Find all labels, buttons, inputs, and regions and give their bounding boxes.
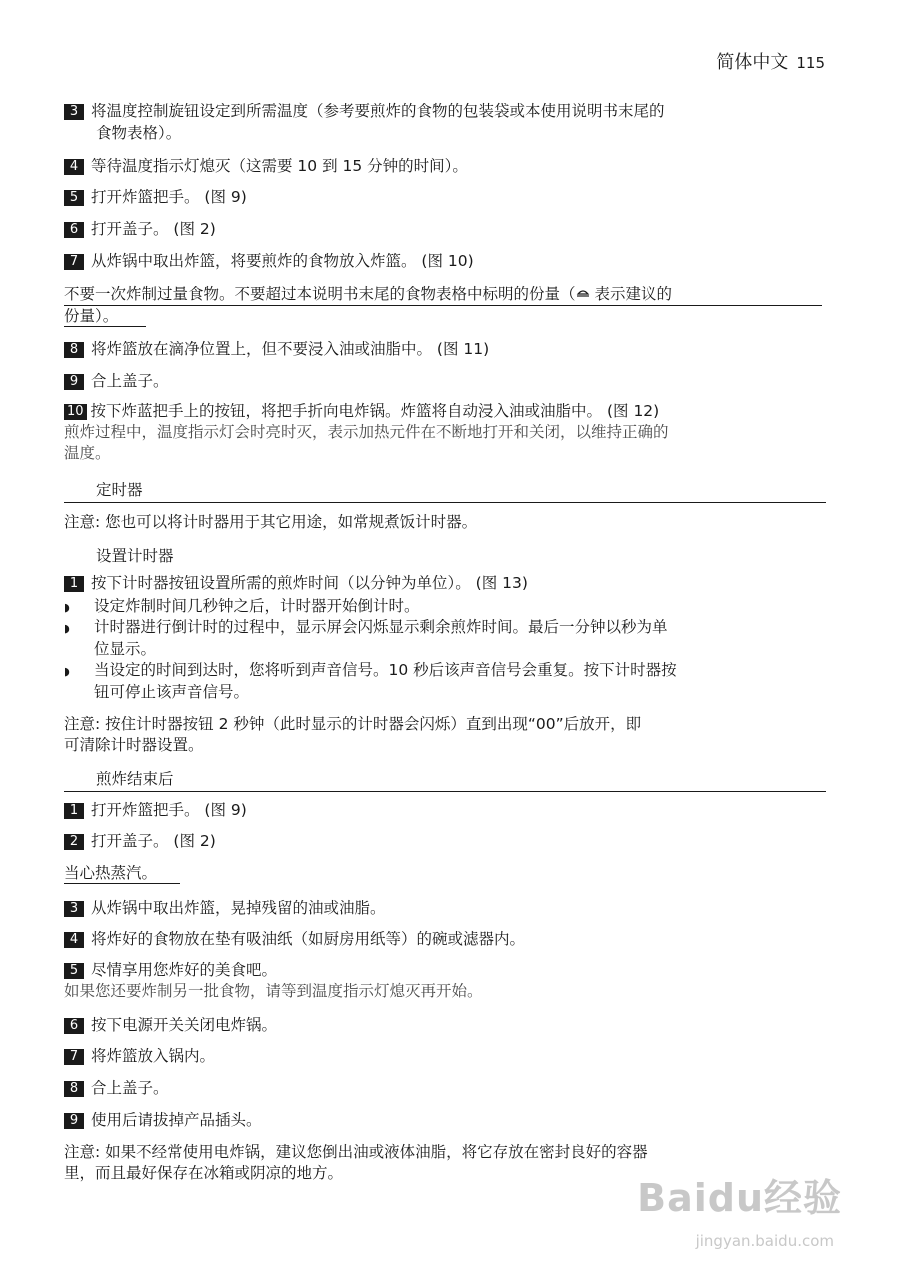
step-number: 10 — [64, 404, 87, 420]
step-text: 按下电源开关关闭电炸锅。 — [91, 1016, 278, 1034]
watermark-url: jingyan.baidu.com — [695, 1232, 834, 1250]
step-text-continued: 食物表格）。 — [96, 124, 182, 142]
step-number: 4 — [64, 159, 84, 175]
step-item — [64, 799, 822, 821]
step-item — [64, 338, 822, 360]
step-text: 将温度控制旋钮设定到所需温度（参考要煎炸的食物的包装袋或本使用说明书末尾的 — [91, 102, 665, 120]
bullet-text-continued: 钮可停止该声音信号。 — [94, 683, 250, 701]
step-text: 打开盖子。 (图 2) — [91, 832, 216, 850]
caution-line-1 — [64, 284, 822, 306]
note-text-continued: 可清除计时器设置。 — [64, 736, 204, 754]
step-item — [64, 830, 822, 852]
section-heading-timer: 定时器 — [96, 481, 143, 499]
page-header — [716, 48, 825, 74]
step-item — [64, 250, 822, 272]
step-text: 打开炸篮把手。 (图 9) — [91, 801, 247, 819]
sub-heading-set-timer: 设置计时器 — [96, 547, 174, 565]
timer-clear-note — [64, 714, 822, 756]
step-item — [64, 370, 822, 392]
step-number: 1 — [64, 576, 84, 592]
step-number: 7 — [64, 1049, 84, 1065]
step-item — [64, 1109, 822, 1131]
bullet-text: 设定炸制时间几秒钟之后，计时器开始倒计时。 — [94, 597, 420, 615]
header-language: 简体中文 — [716, 52, 789, 73]
caution-icon-label: 表示建议的 — [594, 285, 672, 303]
page-number: 115 — [796, 54, 825, 72]
step-item — [64, 573, 822, 593]
step-text: 按下计时器按钮设置所需的煎炸时间（以分钟为单位）。 (图 13) — [91, 574, 528, 592]
step-text: 等待温度指示灯熄灭（这需要 10 到 15 分钟的时间）。 — [91, 157, 468, 175]
step-text: 将炸篮放在滴净位置上，但不要浸入油或油脂中。 (图 11) — [91, 340, 490, 358]
step-number: 5 — [64, 963, 84, 979]
step-text: 打开盖子。 (图 2) — [91, 220, 216, 238]
bullet-icon: ◗ — [64, 665, 70, 678]
step-number: 3 — [64, 901, 84, 917]
note-text: 注意: 如果不经常使用电炸锅，建议您倒出油或液体油脂，将它存放在密封良好的容器 — [64, 1143, 648, 1161]
caution-text: 当心热蒸汽。 — [64, 864, 158, 882]
step-text: 使用后请拔掉产品插头。 — [91, 1111, 262, 1129]
step-number: 4 — [64, 932, 84, 948]
timer-note: 注意: 您也可以将计时器用于其它用途，如常规煮饭计时器。 — [64, 513, 478, 531]
bullet-text: 当设定的时间到达时，您将听到声音信号。10 秒后该声音信号会重复。按下计时器按 — [94, 661, 677, 679]
step-text: 打开炸篮把手。 (图 9) — [91, 188, 247, 206]
step-text: 尽情享用您炸好的美食吧。 — [91, 961, 278, 979]
section-heading-after-frying: 煎炸结束后 — [96, 770, 174, 788]
step-text: 从炸锅中取出炸篮，晃掉残留的油或油脂。 — [91, 899, 386, 917]
step-item — [64, 960, 822, 1002]
step-number: 3 — [64, 104, 84, 120]
bullet-icon: ◗ — [64, 601, 70, 614]
watermark-logo: Baidu经验 — [637, 1176, 842, 1220]
step-number: 8 — [64, 342, 84, 358]
step-description: 如果您还要炸制另一批食物，请等到温度指示灯熄灭再开始。 — [64, 982, 483, 1000]
step-number: 8 — [64, 1081, 84, 1097]
portion-icon — [576, 285, 590, 303]
bullet-text-continued: 位显示。 — [94, 640, 157, 658]
caution-hot-steam — [64, 863, 180, 884]
caution-text-continued: 份量）。 — [64, 307, 119, 325]
step-item — [64, 928, 822, 950]
step-number: 5 — [64, 190, 84, 206]
section-divider — [64, 502, 826, 503]
step-item — [64, 1077, 822, 1099]
step-number: 1 — [64, 803, 84, 819]
step-number: 2 — [64, 834, 84, 850]
step-text: 将炸好的食物放在垫有吸油纸（如厨房用纸等）的碗或滤器内。 — [91, 930, 526, 948]
step-text: 将炸篮放入锅内。 — [91, 1047, 216, 1065]
bullet-icon: ◗ — [64, 622, 70, 635]
bullet-text: 计时器进行倒计时的过程中，显示屏会闪烁显示剩余煎炸时间。最后一分钟以秒为单 — [94, 618, 668, 636]
step-item — [64, 155, 822, 177]
bullet-item — [64, 660, 822, 702]
step-number: 6 — [64, 222, 84, 238]
step-text: 合上盖子。 — [91, 1079, 169, 1097]
caution-text: 不要一次炸制过量食物。不要超过本说明书末尾的食物表格中标明的份量（ — [64, 285, 576, 303]
step-description: 煎炸过程中，温度指示灯会时亮时灭，表示加热元件在不断地打开和关闭，以维持正确的 — [64, 423, 669, 441]
step-number: 6 — [64, 1018, 84, 1034]
step-item — [64, 100, 822, 144]
step-item — [64, 218, 822, 240]
step-number: 9 — [64, 1113, 84, 1129]
section-divider — [64, 791, 826, 792]
step-description-continued: 温度。 — [64, 444, 111, 462]
note-text: 注意: 按住计时器按钮 2 秒钟（此时显示的计时器会闪烁）直到出现“00”后放开，即 — [64, 715, 642, 733]
step-text: 按下炸蓝把手上的按钮，将把手折向电炸锅。炸篮将自动浸入油或油脂中。 (图 12) — [90, 402, 660, 420]
caution-line-2 — [64, 306, 146, 327]
note-text-continued: 里，而且最好保存在冰箱或阴凉的地方。 — [64, 1164, 344, 1182]
step-text: 从炸锅中取出炸篮，将要煎炸的食物放入炸篮。 (图 10) — [91, 252, 474, 270]
step-text: 合上盖子。 — [91, 372, 169, 390]
step-item — [64, 401, 822, 464]
step-number: 7 — [64, 254, 84, 270]
bullet-item — [64, 596, 822, 618]
step-item — [64, 897, 822, 919]
bullet-item — [64, 617, 822, 659]
step-item — [64, 1045, 822, 1067]
step-item — [64, 186, 822, 208]
step-number: 9 — [64, 374, 84, 390]
step-item — [64, 1014, 822, 1036]
